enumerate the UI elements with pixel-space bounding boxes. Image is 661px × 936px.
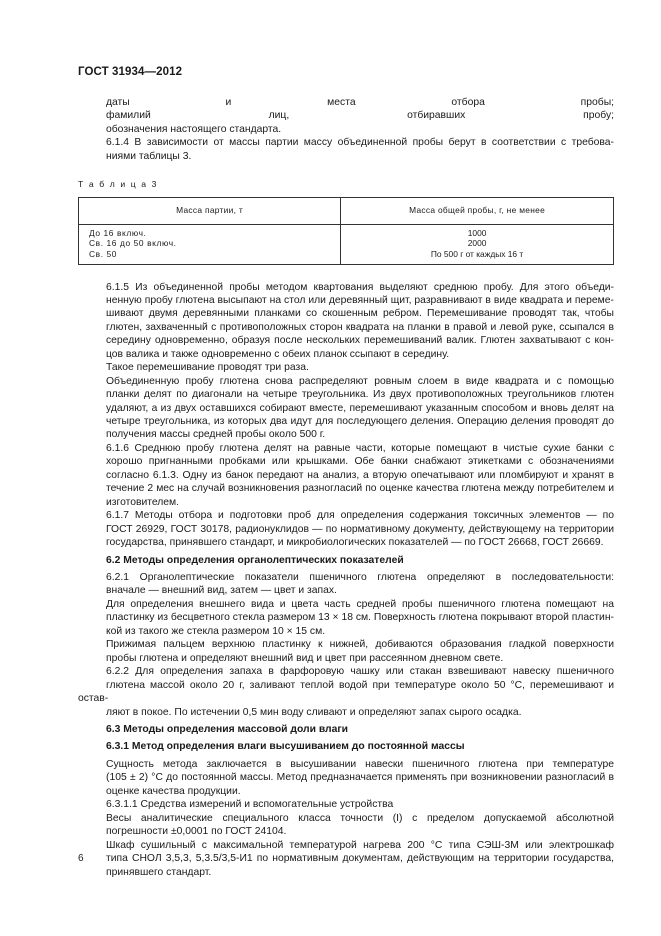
text-line: обозначения настоящего стандарта. [106, 123, 282, 135]
text-line: 6.2.1 Органолептические показатели пшеничного глютена определяют в последовательности: [106, 572, 614, 584]
text-line: середину одновременно, образуя после нескольких перемешиваний валик. Глютен захватывают с кон- [106, 335, 614, 347]
table-cell-line: 2000 [467, 238, 487, 249]
text-line: согласно 6.1.3. Одну из банок передают на анализ, а вторую опечатывают или пломбируют и хранят в [106, 469, 614, 481]
table-cell-line: 1000 [467, 227, 487, 238]
text-line: кой из такого же стекла размером 10 × 15 см. [106, 625, 326, 637]
paragraph-6-2-1-c [78, 638, 614, 665]
table-3 [78, 197, 614, 265]
text-line: (105 ± 2) °С до постоянной массы. Метод предназначается применять при возникновении разногласий в [106, 772, 614, 784]
text-line: глютен, захваченный с противоположных сторон квадрата на планки в правой и левой руке, ссыпался в [106, 321, 614, 333]
text-line: хорошо пригнанными пробками или крышками. Обе банки снабжают этикетками с обозначениями [106, 456, 614, 468]
text-line: изготовителем. [106, 496, 180, 508]
paragraph-6-2-1 [78, 571, 614, 598]
text-line: Прижимая пальцем верхнюю пластинку к нижней, добиваются образования гладкой поверхности [106, 639, 614, 651]
text-line: Объединенную пробу глютена снова распределяют ровным слоем в виде квадрата и с помощью [106, 375, 614, 387]
paragraph-6-1-4 [78, 136, 614, 163]
text-line: погрешности ±0,0001 по ГОСТ 24104. [106, 826, 287, 838]
text-line: ГОСТ 26929, ГОСТ 30178, радионуклидов — по нормативному документу, действующему на территории [106, 523, 614, 535]
page-number: 6 [78, 853, 84, 864]
table-caption: Т а б л и ц а 3 [78, 179, 158, 190]
paragraph-6-2-2 [78, 665, 614, 719]
text-line: типа СНОЛ 3,5,3, 5,3.5/3,5-И1 по нормативным документам, действующим на территории государства, [106, 853, 614, 865]
section-heading-6-3: 6.3 Методы определения массовой доли влаги [106, 724, 349, 735]
text-line: 6.2.2 Для определения запаха в фарфоровую чашку или стакан взвешивают навеску пшеничного [106, 666, 614, 678]
text-line: глютена массой около 20 г, заливают теплой водой при температуре около 50 °С, перемешивают и остав- [78, 679, 614, 705]
text-line: оценке качества продукции. [106, 785, 241, 797]
table-header-cell: Масса партии, т [79, 197, 341, 224]
text-line: Весы аналитические специального класса точности (I) с пределом допускаемой абсолютной [106, 812, 614, 824]
text-line: пробы глютена и определяют внешний вид и цвет при рассеянном дневном свете. [106, 652, 504, 664]
text-line: 6.1.6 Среднюю пробу глютена делят на равные части, которые помещают в чистые сухие банки с [106, 442, 614, 454]
text-line: получения массы средней пробы около 500 г. [106, 429, 326, 441]
text-line: Шкаф сушильный с максимальной температурой нагрева 200 °С типа СЭШ-3М или электрошкаф [106, 839, 614, 851]
text-line: даты и места отбора пробы; [106, 97, 614, 108]
paragraph-6-1-5-b [78, 361, 614, 374]
document-header: ГОСТ 31934—2012 [78, 66, 183, 78]
text-line: 6.1.4 В зависимости от массы партии массу объединенной пробы берут в соответствии с требова- [106, 137, 614, 149]
paragraph-6-2-1-b [78, 598, 614, 638]
table-header-cell: Масса общей пробы, г, не менее [341, 197, 614, 224]
paragraph-6-1-5 [78, 281, 614, 362]
text-line: планки делят по диагонали на четыре треугольника. Из двух противоположных треугольников глютен [106, 389, 614, 401]
text-line: Сущность метода заключается в высушивании навески пшеничного глютена при температуре [106, 758, 614, 770]
text-line: Для определения внешнего вида и цвета часть средней пробы пшеничного глютена помещают на [106, 598, 614, 610]
table-header-row [79, 197, 614, 224]
text-line: четыре треугольника, из которых два идут для последующего деления. Операцию деления проводят до [106, 416, 614, 428]
intro-lines [78, 96, 614, 136]
text-line: 6.3.1.1 Средства измерений и вспомогательные устройства [106, 799, 394, 811]
text-line: 6.1.5 Из объединенной пробы методом квартования выделяют среднюю пробу. Для этого объеди- [106, 281, 614, 293]
table-cell-line: До 16 включ. [89, 227, 147, 238]
page-content [78, 96, 614, 879]
text-line: ляют в покое. По истечении 0,5 мин воду сливают и определяют запах сырого осадка. [106, 706, 522, 718]
paragraph-6-3-1-1-b [78, 812, 614, 839]
text-line: течение 2 мес на случай возникновения разногласий по оценке качества глютена между потребителем и [106, 483, 614, 495]
text-line: государства, принявшего стандарт, и микробиологических показателей — по ГОСТ 26668, ГОСТ 26669. [106, 537, 604, 549]
text-line: Такое перемешивание проводят три раза. [106, 362, 309, 374]
table-cell-line: Св. 16 до 50 включ. [89, 238, 177, 249]
paragraph-6-3-1 [78, 758, 614, 798]
text-line: ненную пробу глютена высыпают на стол или деревянный щит, разравнивают в виде квадрата и переме- [106, 294, 614, 306]
paragraph-6-1-5-c [78, 375, 614, 442]
text-line: ниями таблицы 3. [106, 150, 192, 162]
text-line: удаляют, а из двух оставшихся собирают вместе, перемешивают указанным способом и вновь делят на [106, 402, 614, 414]
paragraph-6-3-1-1-c [78, 839, 614, 879]
table-cell-line: Св. 50 [89, 248, 118, 259]
section-heading-6-3-1: 6.3.1 Метод определения влаги высушиванием до постоянной массы [106, 741, 465, 753]
paragraph-6-3-1-1 [78, 798, 614, 811]
text-line: шивают двумя деревянными планками со скошенным ребром. Перемешивание проводят так, чтобы [106, 308, 614, 320]
table-cell-line: По 500 г от каждых 16 т [430, 248, 524, 259]
text-line: вначале — внешний вид, затем — цвет и запах. [106, 585, 337, 597]
text-line: фамилий лиц, отбиравших пробу; [106, 110, 614, 122]
table-cell-lot-mass [79, 224, 341, 264]
table-row [79, 224, 614, 264]
text-line: пластинку из бесцветного стекла размером 13 × 18 см. Поверхность глютена покрывают второй пластин- [106, 612, 614, 624]
text-line: цов валика и также одновременно с обеих планок ссыпают в середину. [106, 348, 450, 360]
section-heading-6-2: 6.2 Методы определения органолептических показателей [106, 554, 404, 566]
table-cell-sample-mass [341, 224, 614, 264]
text-line: 6.1.7 Методы отбора и подготовки проб для определения содержания токсичных элементов — по [106, 510, 614, 522]
paragraph-6-1-7 [78, 509, 614, 549]
paragraph-6-1-6 [78, 442, 614, 509]
text-line: принявшего стандарт. [106, 866, 212, 878]
